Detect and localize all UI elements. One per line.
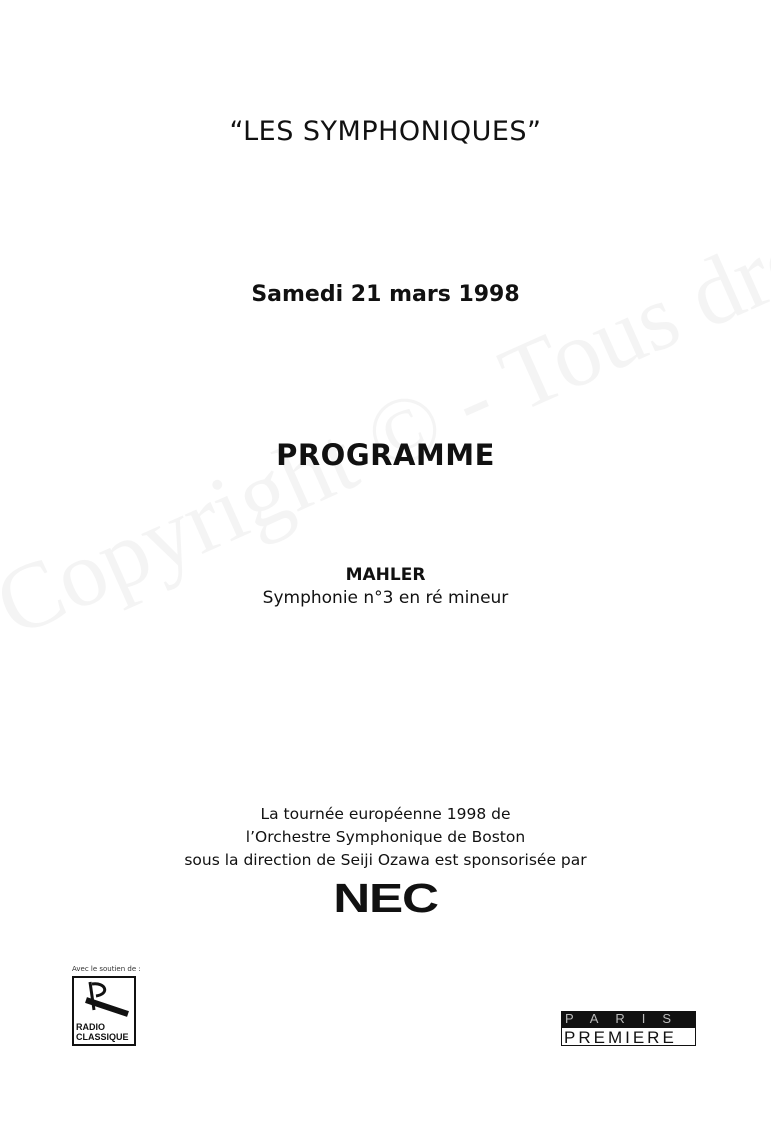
work-title: Symphonie n°3 en ré mineur [262,588,509,608]
concert-date: Samedi 21 mars 1998 [251,282,520,307]
paris-logo-bottom: PREMIERE [561,1027,696,1046]
paris-logo-top: PARIS [561,1011,696,1027]
programme-heading: PROGRAMME [276,438,495,472]
sponsor-line-3: sous la direction de Seiji Ozawa est sponsorisée par [184,851,587,869]
radio-logo-line-1: RADIO [76,1022,105,1032]
support-caption: Avec le soutien de : [72,965,141,973]
composer-name: MAHLER [345,565,426,585]
sponsor-text [0,803,771,872]
nec-logo: NEC [333,875,438,921]
series-title: “LES SYMPHONIQUES” [229,116,542,147]
radio-classique-mark-icon [76,980,132,1020]
sponsor-line-2: l’Orchestre Symphonique de Boston [245,828,526,846]
paris-premiere-logo [561,1011,696,1046]
radio-logo-text [76,1022,129,1042]
sponsor-line-1: La tournée européenne 1998 de [260,805,511,823]
radio-classique-logo [72,976,136,1046]
radio-logo-line-2: CLASSIQUE [76,1032,129,1042]
